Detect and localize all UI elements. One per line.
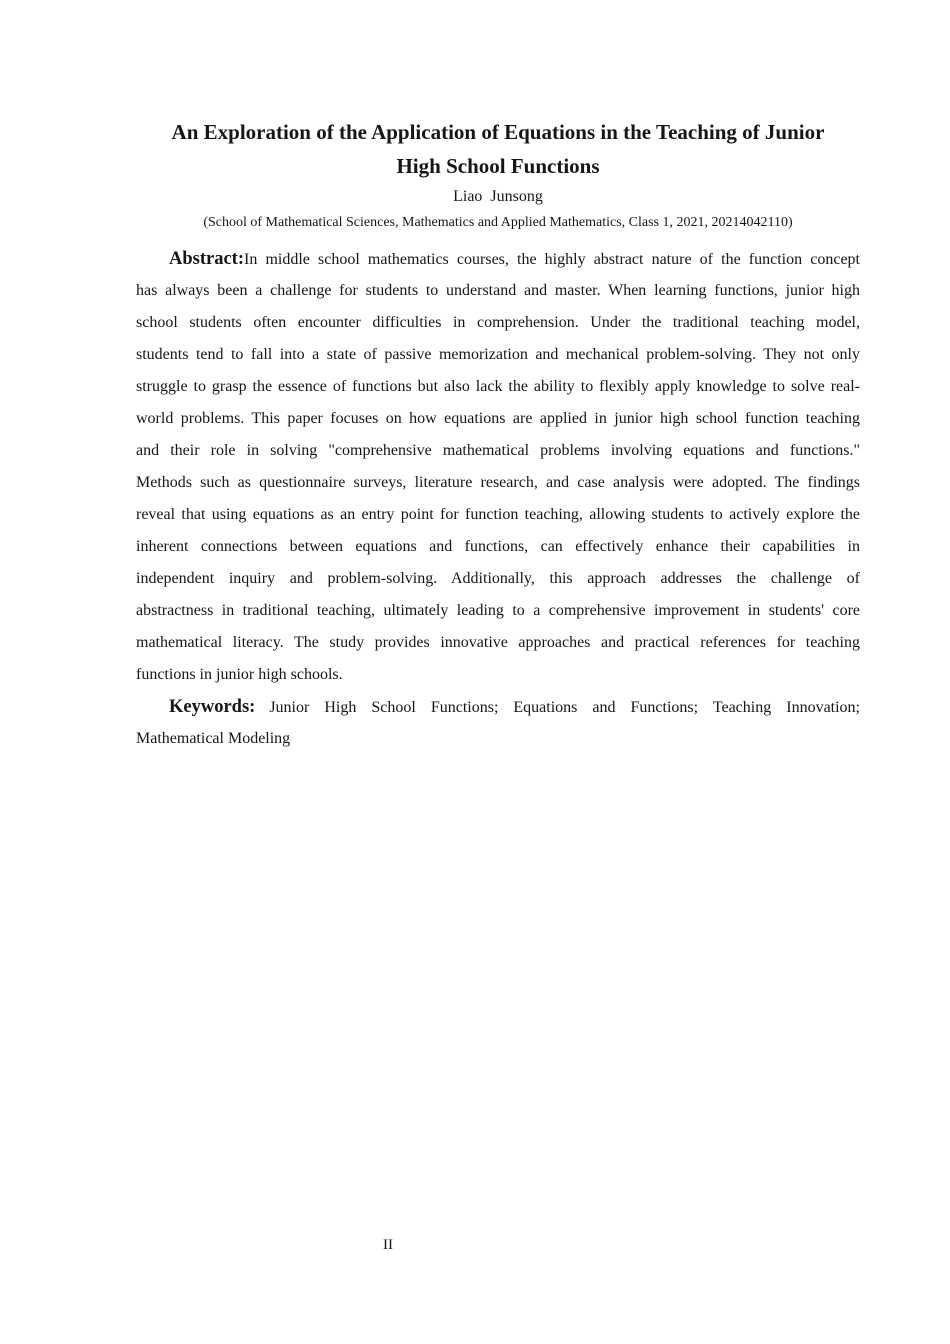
abstract-line: has always been a challenge for students to understand and master. When learning functions, junior high (136, 282, 860, 299)
abstract-line: inherent connections between equations and functions, can effectively enhance their capabilities in (136, 538, 860, 555)
keywords-label: Keywords: (169, 697, 256, 717)
abstract-line: mathematical literacy. The study provides innovative approaches and practical references for teaching (136, 634, 860, 651)
abstract-line: struggle to grasp the essence of functions but also lack the ability to flexibly apply knowledge to solve real- (136, 378, 860, 395)
abstract-line: world problems. This paper focuses on how equations are applied in junior high school function teaching (136, 410, 860, 427)
title-line: An Exploration of the Application of Equations in the Teaching of Junior (171, 120, 825, 144)
keywords-line (136, 691, 860, 723)
title-line: High School Functions (396, 154, 600, 178)
abstract-line (136, 243, 860, 275)
author-name: Liao Junsong (453, 188, 543, 205)
abstract-line: reveal that using equations as an entry point for function teaching, allowing students to actively explore the (136, 506, 860, 523)
keywords-section (136, 691, 860, 755)
abstract-line: functions in junior high schools. (136, 666, 343, 683)
abstract-line: Methods such as questionnaire surveys, literature research, and case analysis were adopted. The findings (136, 474, 860, 491)
abstract-section (136, 243, 860, 691)
abstract-line: and their role in solving "comprehensive mathematical problems involving equations and functions." (136, 442, 860, 459)
abstract-line: abstractness in traditional teaching, ultimately leading to a comprehensive improvement in students' core (136, 602, 860, 619)
page-title (136, 115, 860, 183)
keywords-text: Junior High School Functions; Equations and Functions; Teaching Innovation; (269, 699, 860, 716)
page-number: II (383, 1237, 393, 1253)
abstract-line: independent inquiry and problem-solving. Additionally, this approach addresses the challenge of (136, 570, 860, 587)
keywords-line: Mathematical Modeling (136, 730, 291, 747)
abstract-line: students tend to fall into a state of passive memorization and mechanical problem-solving. They not only (136, 346, 860, 363)
author-affiliation: (School of Mathematical Sciences, Mathematics and Applied Mathematics, Class 1, 2021, 20214042110) (203, 215, 793, 230)
abstract-label: Abstract: (169, 249, 245, 269)
abstract-text: In middle school mathematics courses, the highly abstract nature of the function concept (244, 251, 860, 268)
abstract-line: school students often encounter difficulties in comprehension. Under the traditional teaching model, (136, 314, 860, 331)
